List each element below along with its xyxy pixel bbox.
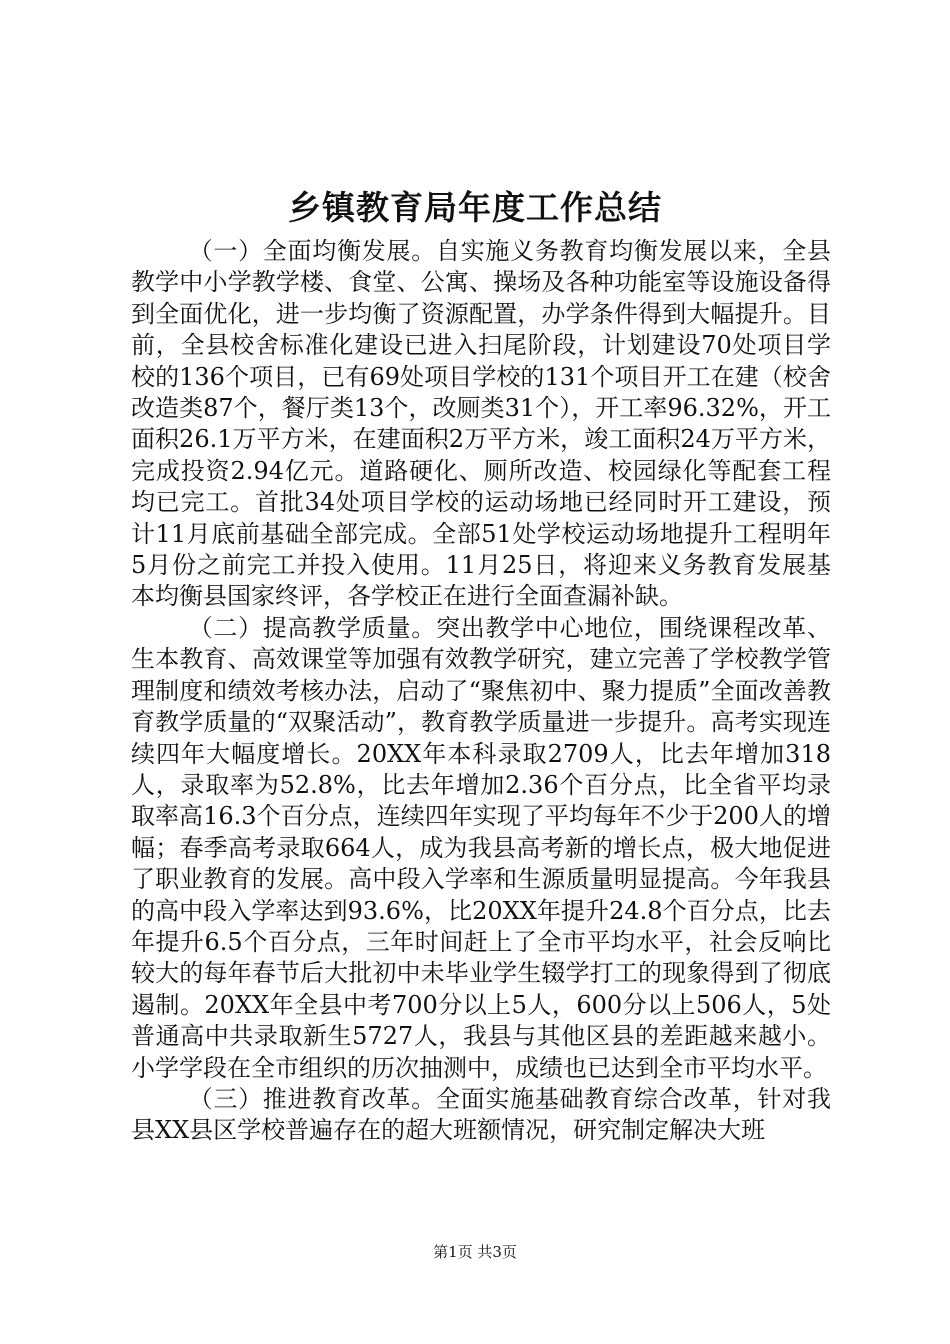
- document-body: [131, 236, 831, 1147]
- document-title: 乡镇教育局年度工作总结: [288, 188, 662, 227]
- page-footer: 第1页 共3页: [433, 1243, 517, 1261]
- paragraph-2: （二）提高教学质量。突出教学中心地位，围绕课程改革、生本教育、高效课堂等加强有效教学研究，建立完善了学校教学管理制度和绩效考核办法，启动了“聚焦初中、聚力提质”全面改善教育教学质量的“双聚活动”，教育教学质量进一步提升。高考实现连续四年大幅度增长。20XX年本科录取2709人，比去年增加318人，录取率为52.8%，比去年增加2.36个百分点，比全省平均录取率高16.3个百分点，连续四年实现了平均每年不少于200人的增幅；春季高考录取664人，成为我县高考新的增长点，极大地促进了职业教育的发展。高中段入学率和生源质量明显提高。今年我县的高中段入学率达到93.6%，比20XX年提升24.8个百分点，比去年提升6.5个百分点，三年时间赶上了全市平均水平，社会反响比较大的每年春节后大批初中未毕业学生辍学打工的现象得到了彻底遏制。20XX年全县中考700分以上5人，600分以上506人，5处普通高中共录取新生5727人，我县与其他区县的差距越来越小。小学学段在全市组织的历次抽测中，成绩也已达到全市平均水平。: [131, 613, 831, 1082]
- paragraph-3: （三）推进教育改革。全面实施基础教育综合改革，针对我县XX县区学校普遍存在的超大班额情况，研究制定解决大班: [131, 1084, 831, 1145]
- paragraph-1: （一）全面均衡发展。自实施义务教育均衡发展以来，全县教学中小学教学楼、食堂、公寓、操场及各种功能室等设施设备得到全面优化，进一步均衡了资源配置，办学条件得到大幅提升。目前，全县校舍标准化建设已进入扫尾阶段，计划建设70处项目学校的136个项目，已有69处项目学校的131个项目开工在建（校舍改造类87个，餐厅类13个，改厕类31个），开工率96.32%，开工面积26.1万平方米，在建面积2万平方米，竣工面积24万平方米，完成投资2.94亿元。道路硬化、厕所改造、校园绿化等配套工程均已完工。首批34处项目学校的运动场地已经同时开工建设，预计11月底前基础全部完成。全部51处学校运动场地提升工程明年5月份之前完工并投入使用。11月25日，将迎来义务教育发展基本均衡县国家终评，各学校正在进行全面查漏补缺。: [131, 237, 831, 611]
